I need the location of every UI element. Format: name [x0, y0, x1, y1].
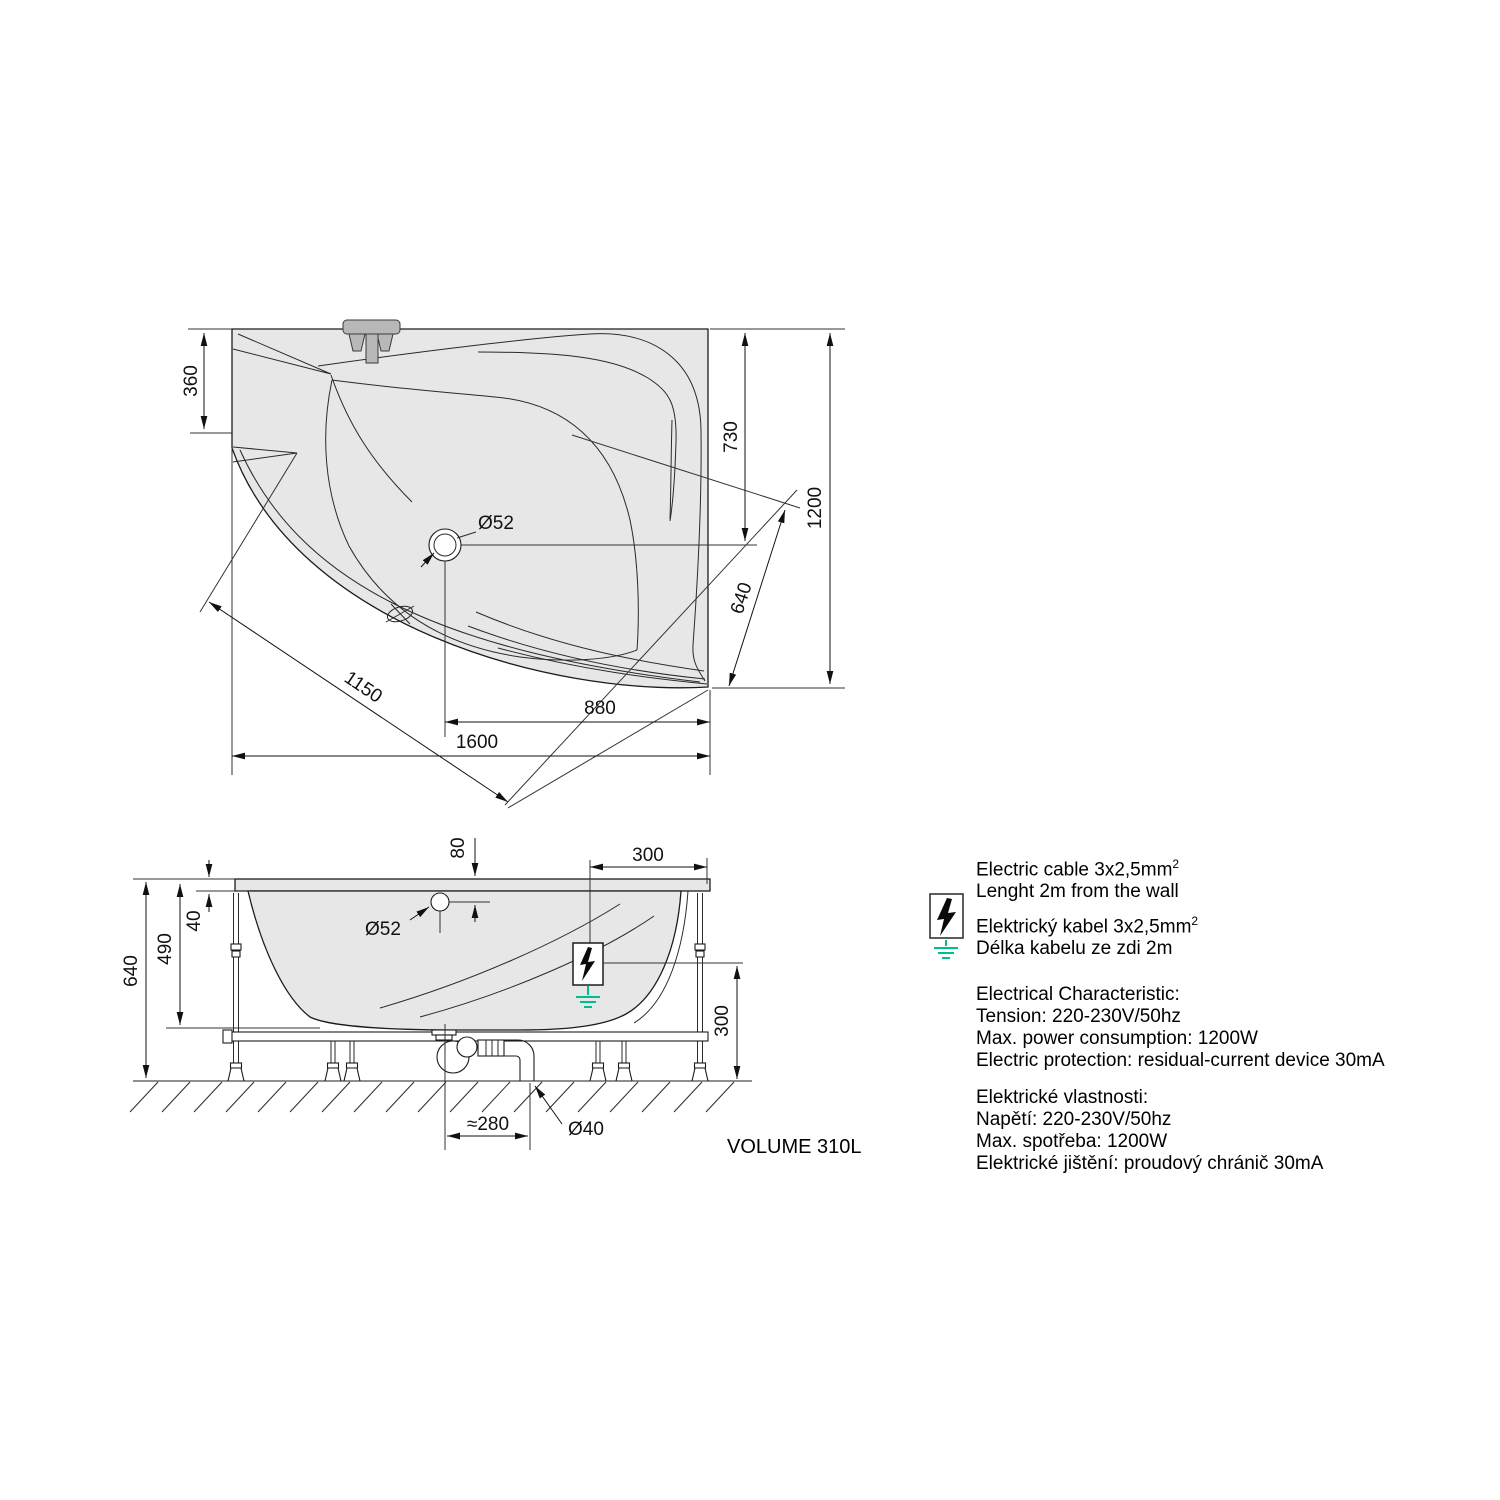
note-cable-cz: Elektrický kabel $3x2,5mm^2$ Délka kabelu ze zdi 2m: [976, 914, 1199, 960]
dim-label-730: 730: [721, 421, 742, 453]
dim-label-300-right: 300: [712, 1005, 733, 1037]
volume-label: VOLUME 310L: [727, 1136, 862, 1158]
dim-label-880: 880: [584, 698, 616, 719]
tub-deck-side: [235, 879, 710, 891]
top-view: [181, 320, 845, 808]
note-cable-en: Electric cable $3x2,5mm^2$ Lenght 2m from the wall: [976, 857, 1180, 903]
drain-label-top: Ø52: [478, 513, 514, 534]
dim-label-360: 360: [181, 365, 202, 397]
note-electrical-en: Electrical Characteristic: Tension: 220-230V/50hz Max. power consumption: 1200W Electric protection: residual-current device 30mA: [976, 984, 1385, 1071]
side-view: [121, 837, 752, 1150]
dim-label-490: 490: [155, 933, 176, 965]
dim-label-640-side: 640: [121, 955, 142, 987]
dim-label-1150: 1150: [340, 667, 386, 708]
dim-label-1200: 1200: [805, 486, 826, 530]
floor-hatching: [130, 1082, 734, 1112]
dim-label-300-top: 300: [632, 845, 664, 866]
tub-body-side: [248, 891, 681, 1030]
dim-label-40: 40: [184, 910, 205, 932]
dim-label-80: 80: [448, 837, 469, 859]
overflow-label-52: Ø52: [365, 919, 401, 940]
tub-outline-top: [232, 329, 708, 688]
dim-label-280: ≈280: [466, 1114, 510, 1135]
dim-label-1600: 1600: [455, 732, 499, 753]
pipe-label-40: Ø40: [568, 1119, 604, 1140]
note-electrical-cz: Elektrické vlastnosti: Napětí: 220-230V/50hz Max. spotřeba: 1200W Elektrické jištění: proudový chránič 30mA: [976, 1087, 1324, 1174]
ground-note-icon: [934, 940, 958, 958]
dim-label-640-top: 640: [726, 579, 757, 617]
frame-feet: [228, 1063, 708, 1081]
